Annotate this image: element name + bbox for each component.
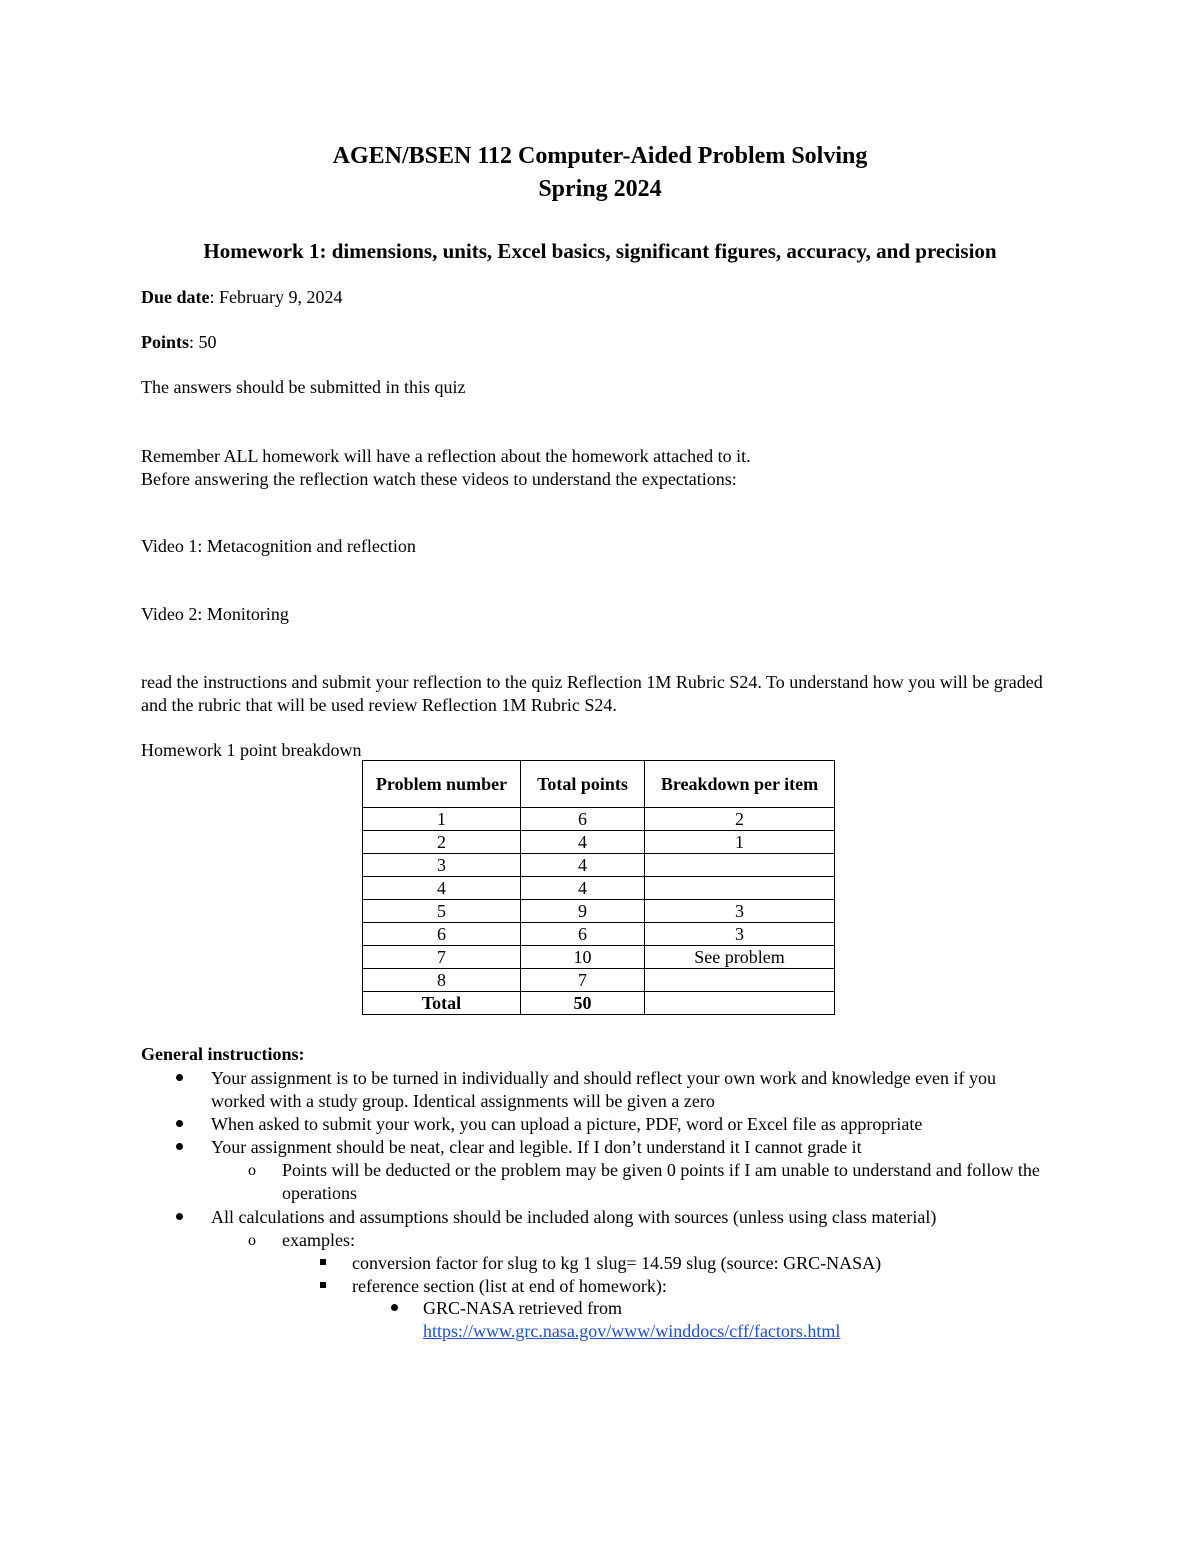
- header-breakdown-per-item: Breakdown per item: [645, 761, 835, 808]
- submit-note: The answers should be submitted in this quiz: [141, 377, 466, 397]
- cell: 10: [521, 946, 645, 969]
- table-row: [363, 808, 835, 831]
- circle-bullet-icon: o: [248, 1162, 256, 1179]
- due-date-value: : February 9, 2024: [209, 287, 343, 307]
- bullet-icon: [176, 1074, 183, 1081]
- table-row: [363, 854, 835, 877]
- point-breakdown-table: [362, 760, 835, 1015]
- term-title: Spring 2024: [538, 176, 662, 202]
- cell: 3: [645, 900, 835, 923]
- table-row: [363, 969, 835, 992]
- cell: 8: [363, 969, 521, 992]
- points-value: : 50: [189, 332, 217, 352]
- cell: 7: [521, 969, 645, 992]
- cell: 1: [363, 808, 521, 831]
- table-row: [363, 900, 835, 923]
- table-row: [363, 831, 835, 854]
- cell: [645, 992, 835, 1015]
- video-1-link[interactable]: Video 1: Metacognition and reflection: [141, 536, 416, 556]
- cell: 7: [363, 946, 521, 969]
- video-2-link[interactable]: Video 2: Monitoring: [141, 604, 289, 624]
- cell: 5: [363, 900, 521, 923]
- cell: 6: [521, 808, 645, 831]
- cell: 4: [521, 877, 645, 900]
- general-instructions-heading: General instructions:: [141, 1044, 305, 1064]
- list-item: Your assignment should be neat, clear and legible. If I don’t understand it I cannot grade it: [211, 1137, 862, 1157]
- cell: See problem: [645, 946, 835, 969]
- table-header-row: [363, 761, 835, 808]
- header-problem-number: Problem number: [363, 761, 521, 808]
- circle-bullet-icon: o: [248, 1232, 256, 1249]
- cell: 6: [363, 923, 521, 946]
- cell: 3: [363, 854, 521, 877]
- list-item: All calculations and assumptions should be included along with sources (unless using class material): [211, 1207, 937, 1227]
- cell: 1: [645, 831, 835, 854]
- cell: [645, 877, 835, 900]
- cell: [645, 854, 835, 877]
- reflection-instructions: read the instructions and submit your reflection to the quiz Reflection 1M Rubric S24. To understand how you will be graded and the rubric that will be used review Reflection 1M Rubric S24.: [141, 672, 1043, 715]
- square-bullet-icon: [320, 1282, 326, 1288]
- table-row: [363, 923, 835, 946]
- cell: 6: [521, 923, 645, 946]
- square-bullet-icon: [320, 1259, 326, 1265]
- cell: 9: [521, 900, 645, 923]
- reflection-line-2: Before answering the reflection watch these videos to understand the expectations:: [141, 469, 737, 489]
- points-line: [141, 331, 217, 354]
- cell: 3: [645, 923, 835, 946]
- list-item: conversion factor for slug to kg 1 slug= 14.59 slug (source: GRC-NASA): [352, 1253, 882, 1273]
- table-row: [363, 946, 835, 969]
- list-item: When asked to submit your work, you can upload a picture, PDF, word or Excel file as appropriate: [211, 1114, 923, 1134]
- table-row: [363, 877, 835, 900]
- list-item: examples:: [282, 1230, 355, 1250]
- list-item: reference section (list at end of homework):: [352, 1276, 667, 1296]
- list-item: Your assignment is to be turned in individually and should reflect your own work and knowledge even if you worked with a study group. Identical assignments will be given a zero: [211, 1068, 997, 1111]
- cell: 4: [521, 831, 645, 854]
- reference-link[interactable]: https://www.grc.nasa.gov/www/winddocs/cff/factors.html: [423, 1321, 841, 1341]
- due-date-label: Due date: [141, 287, 210, 307]
- header-total-points: Total points: [521, 761, 645, 808]
- reflection-line-1: Remember ALL homework will have a reflection about the homework attached to it.: [141, 446, 751, 466]
- bullet-icon: [176, 1120, 183, 1127]
- total-value: 50: [521, 992, 645, 1015]
- homework-title: Homework 1: dimensions, units, Excel basics, significant figures, accuracy, and precision: [203, 239, 997, 263]
- list-item: GRC-NASA retrieved from: [423, 1298, 622, 1318]
- cell: 4: [363, 877, 521, 900]
- cell: 2: [363, 831, 521, 854]
- list-item: Points will be deducted or the problem may be given 0 points if I am unable to understand and follow the operations: [282, 1160, 1040, 1203]
- table-total-row: [363, 992, 835, 1015]
- cell: 2: [645, 808, 835, 831]
- due-date-line: [141, 286, 342, 309]
- total-label: Total: [363, 992, 521, 1015]
- cell: [645, 969, 835, 992]
- points-label: Points: [141, 332, 190, 352]
- cell: 4: [521, 854, 645, 877]
- bullet-icon: [176, 1213, 183, 1220]
- bullet-icon: [176, 1143, 183, 1150]
- bullet-icon: [391, 1304, 398, 1311]
- course-title: AGEN/BSEN 112 Computer-Aided Problem Solving: [332, 143, 868, 169]
- breakdown-caption: Homework 1 point breakdown: [141, 740, 362, 760]
